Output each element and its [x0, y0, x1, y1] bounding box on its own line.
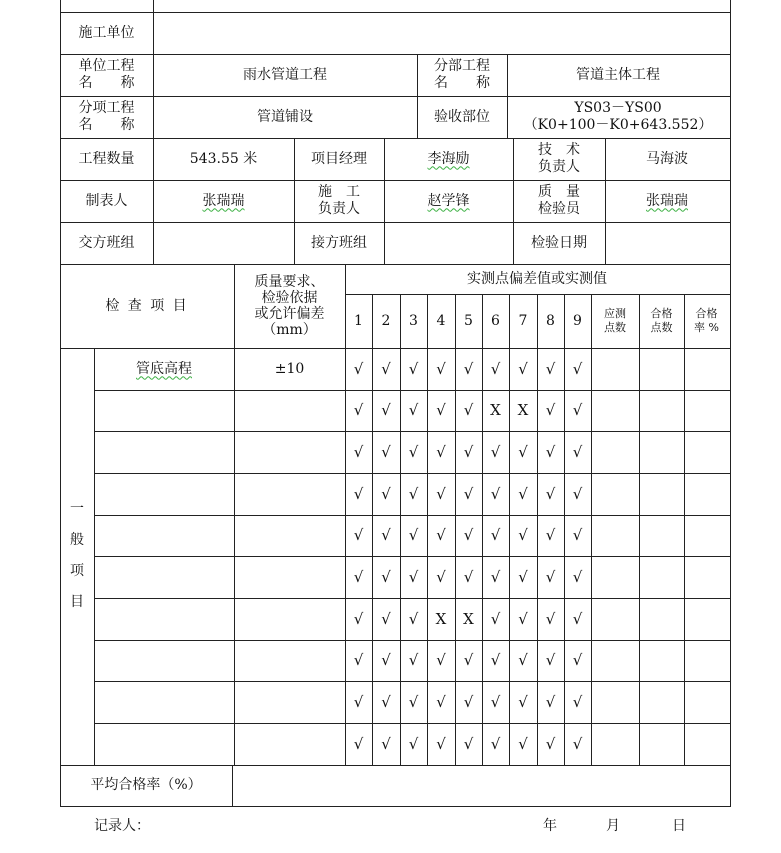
measurement-mark: √	[463, 526, 474, 544]
measurement-mark: √	[381, 609, 391, 628]
acceptance-part-line1: YS03－YS00	[574, 100, 662, 116]
point-number-header: 8	[546, 312, 555, 329]
qualified-points-line1: 合格	[650, 307, 673, 320]
measurement-mark: √	[408, 609, 419, 628]
unit-project-label-line1: 单位工程	[78, 58, 135, 74]
requirement-cell	[234, 515, 345, 556]
measurement-mark: √	[381, 692, 391, 711]
measurement-mark: √	[463, 442, 474, 461]
measurement-mark: √	[490, 484, 501, 503]
requirement-cell	[234, 681, 345, 723]
pass-rate-line1: 合格	[695, 307, 718, 320]
quality-req-line2: 检验依据	[261, 290, 318, 306]
tech-lead-label-line2: 负责人	[538, 159, 580, 175]
measurement-mark: √	[572, 567, 583, 586]
item-project-label	[60, 96, 153, 138]
sub-project-label-line2: 名 称	[434, 75, 490, 91]
quantity-value: 543.55 米	[189, 150, 258, 167]
measurement-mark: √	[490, 442, 501, 461]
project-manager-label: 项目经理	[311, 150, 367, 167]
measurement-mark: √	[436, 442, 446, 461]
construction-lead-value	[384, 180, 513, 222]
inspection-item-cell	[94, 681, 234, 723]
measurement-mark: √	[545, 734, 556, 753]
measurement-mark: √	[518, 651, 528, 669]
measurement-mark: √	[490, 651, 501, 669]
tech-lead-label-line1: 技 术	[538, 142, 580, 158]
qualified-points-header	[639, 294, 684, 348]
average-pass-rate-value	[232, 765, 729, 806]
measurement-mark: √	[353, 651, 364, 669]
measurement-mark: √	[518, 484, 528, 503]
measured-values-header: 实测点偏差值或实测值	[467, 270, 607, 287]
general-items-char: 目	[70, 594, 84, 610]
inspection-date-value	[605, 222, 729, 264]
should-measure-header	[591, 294, 639, 348]
inspection-item-cell	[94, 431, 234, 473]
grid-line	[684, 294, 685, 765]
measurement-mark: √	[545, 609, 556, 628]
measurement-mark: √	[353, 734, 364, 753]
tech-lead-label	[513, 138, 605, 180]
pass-rate-header	[684, 294, 729, 348]
measurement-mark: √	[572, 651, 583, 669]
measurement-mark: √	[436, 526, 446, 544]
measurement-mark: √	[353, 567, 364, 586]
point-number-header: 4	[436, 312, 446, 329]
day-label: 日	[672, 818, 686, 834]
measurement-mark: √	[353, 442, 364, 461]
sub-project-label	[417, 54, 507, 96]
item-project-label-line1: 分项工程	[78, 100, 135, 116]
requirement-cell	[234, 640, 345, 681]
measurement-mark: √	[518, 359, 528, 378]
unit-project-value: 雨水管道工程	[243, 66, 327, 83]
requirement-cell	[234, 431, 345, 473]
measurement-mark: √	[436, 359, 446, 378]
measurement-mark: X	[463, 609, 474, 628]
grid-line	[591, 294, 592, 765]
measurement-mark: √	[518, 734, 528, 753]
measurement-mark: X	[435, 609, 447, 628]
measurement-mark: √	[381, 442, 391, 461]
handover-team-label: 交方班组	[78, 234, 135, 251]
measurement-mark: √	[545, 442, 556, 461]
quality-req-line1: 质量要求、	[254, 274, 325, 290]
measurement-mark: √	[572, 359, 583, 378]
inspection-item-cell	[94, 723, 234, 765]
tech-lead-value: 马海波	[646, 150, 688, 167]
measurement-mark: √	[408, 484, 419, 503]
sub-project-label-line1: 分部工程	[434, 58, 490, 74]
quality-requirement-header	[234, 264, 345, 348]
project-manager-name: 李海励	[427, 150, 470, 167]
point-number-header: 3	[409, 312, 418, 329]
measurement-mark: √	[572, 442, 583, 461]
measurement-mark: √	[545, 401, 556, 419]
requirement-cell	[234, 598, 345, 640]
quality-inspector-value	[605, 180, 729, 222]
measurement-mark: √	[518, 567, 528, 586]
measurement-mark: √	[463, 484, 474, 503]
inspection-item-cell	[94, 598, 234, 640]
measurement-mark: √	[408, 651, 419, 669]
receiving-team-value	[384, 222, 513, 264]
measurement-mark: √	[353, 526, 364, 544]
measurement-mark: √	[463, 401, 474, 419]
year-label: 年	[543, 818, 557, 834]
measurement-mark: √	[490, 609, 501, 628]
acceptance-part-label: 验收部位	[434, 108, 490, 125]
measurement-mark: √	[381, 484, 391, 503]
measurement-mark: √	[545, 526, 556, 544]
quality-req-line4: （mm）	[262, 322, 317, 338]
measurement-mark: X	[490, 401, 501, 419]
measurement-mark: √	[490, 359, 501, 378]
measurement-mark: √	[463, 734, 474, 753]
inspection-item-cell	[94, 515, 234, 556]
measurement-mark: √	[436, 401, 446, 419]
should-measure-line1: 应测	[604, 307, 626, 320]
quality-req-line3: 或允许偏差	[254, 306, 325, 322]
inspection-date-label: 检验日期	[531, 234, 587, 251]
measurement-mark: √	[353, 359, 364, 378]
inspection-item-cell	[94, 640, 234, 681]
inspection-item-cell	[94, 556, 234, 598]
measurement-mark: √	[572, 609, 583, 628]
requirement-cell	[234, 723, 345, 765]
measurement-mark: √	[381, 526, 391, 544]
construction-lead-name: 赵学锋	[427, 192, 470, 209]
should-measure-line2: 点数	[604, 321, 626, 334]
point-number-header: 9	[573, 312, 582, 329]
point-number-header: 6	[491, 312, 500, 329]
unit-project-label	[60, 54, 153, 96]
requirement-cell	[234, 473, 345, 515]
quantity-label: 工程数量	[78, 150, 135, 167]
measurement-mark: √	[381, 401, 391, 419]
measurement-mark: √	[408, 401, 419, 419]
measurement-mark: √	[408, 567, 419, 586]
measurement-mark: √	[518, 609, 528, 628]
measurement-mark: √	[436, 692, 446, 711]
unit-project-label-line2: 名 称	[78, 75, 135, 91]
quality-inspector-label-line1: 质 量	[538, 184, 580, 200]
general-items-char: 一	[70, 501, 84, 517]
sub-project-value: 管道主体工程	[576, 66, 660, 83]
measurement-mark: √	[572, 484, 583, 503]
measurement-mark: √	[463, 692, 474, 711]
requirement-cell	[234, 556, 345, 598]
inspection-item-cell	[94, 390, 234, 431]
measurement-mark: √	[436, 567, 446, 586]
requirement-cell: ±10	[274, 360, 305, 377]
general-items-char: 项	[70, 563, 84, 579]
measurement-mark: √	[490, 692, 501, 711]
inspection-item-text: 管底高程	[136, 360, 192, 377]
point-number-header: 2	[381, 312, 391, 329]
pass-rate-line2: 率 %	[694, 321, 719, 334]
measurement-mark: √	[490, 567, 501, 586]
qualified-points-line2: 点数	[650, 321, 673, 334]
measurement-mark: √	[490, 734, 501, 753]
acceptance-part-value	[507, 96, 729, 138]
recorder-label: 记录人：	[94, 818, 150, 834]
measurement-mark: √	[353, 692, 364, 711]
point-number-header: 7	[518, 312, 528, 329]
measurement-mark: √	[408, 359, 419, 378]
construction-lead-label-line1: 施 工	[318, 184, 360, 200]
measurement-mark: √	[572, 734, 583, 753]
measurement-mark: √	[545, 484, 556, 503]
measurement-mark: √	[436, 734, 446, 753]
measurement-mark: X	[517, 401, 529, 419]
grid-line	[639, 294, 640, 765]
measurement-mark: √	[408, 442, 419, 461]
month-label: 月	[606, 818, 620, 834]
measurement-mark: √	[545, 567, 556, 586]
receiving-team-label: 接方班组	[311, 234, 367, 251]
measurement-mark: √	[518, 442, 528, 461]
measurement-mark: √	[518, 692, 528, 711]
acceptance-part-line2: （K0+100－K0+643.552）	[523, 117, 713, 133]
point-number-header: 5	[464, 312, 473, 329]
measurement-mark: √	[545, 359, 556, 378]
measurement-mark: √	[572, 526, 583, 544]
handover-team-value	[153, 222, 294, 264]
construction-unit-label: 施工单位	[78, 24, 135, 41]
measurement-mark: √	[463, 651, 474, 669]
point-number-header: 1	[354, 312, 363, 329]
measurement-mark: √	[572, 401, 583, 419]
measurement-mark: √	[353, 484, 364, 503]
quality-inspector-label	[513, 180, 605, 222]
inspection-item-cell	[94, 473, 234, 515]
project-manager-value	[384, 138, 513, 180]
general-items-char: 般	[70, 532, 84, 548]
item-project-value: 管道铺设	[257, 108, 313, 125]
measurement-mark: √	[463, 359, 474, 378]
measurement-mark: √	[353, 401, 364, 419]
measurement-mark: √	[545, 692, 556, 711]
construction-lead-label	[294, 180, 384, 222]
measurement-mark: √	[518, 526, 528, 544]
preparer-value	[153, 180, 294, 222]
general-items-label	[60, 494, 94, 618]
preparer-label: 制表人	[85, 192, 128, 209]
quality-inspector-label-line2: 检验员	[538, 201, 580, 217]
requirement-cell	[234, 390, 345, 431]
measurement-mark: √	[545, 651, 556, 669]
measurement-mark: √	[490, 526, 501, 544]
measurement-mark: √	[353, 609, 364, 628]
inspection-item-header: 检 查 项 目	[105, 297, 189, 314]
measurement-mark: √	[436, 484, 446, 503]
measurement-mark: √	[408, 526, 419, 544]
measurement-mark: √	[381, 651, 391, 669]
measurement-mark: √	[436, 651, 446, 669]
construction-lead-label-line2: 负责人	[318, 201, 360, 217]
preparer-name: 张瑞瑞	[202, 192, 245, 209]
measurement-mark: √	[463, 567, 474, 586]
inspection-item-cell	[94, 348, 234, 390]
measurement-mark: √	[381, 734, 391, 753]
measurement-mark: √	[572, 692, 583, 711]
item-project-label-line2: 名 称	[78, 117, 135, 133]
average-pass-rate-label: 平均合格率（%）	[90, 777, 202, 793]
measurement-mark: √	[408, 692, 419, 711]
measurement-mark: √	[381, 359, 391, 378]
construction-unit-value	[153, 12, 729, 54]
measurement-mark: √	[381, 567, 391, 586]
quality-inspector-name: 张瑞瑞	[646, 192, 688, 209]
measurement-mark: √	[408, 734, 419, 753]
